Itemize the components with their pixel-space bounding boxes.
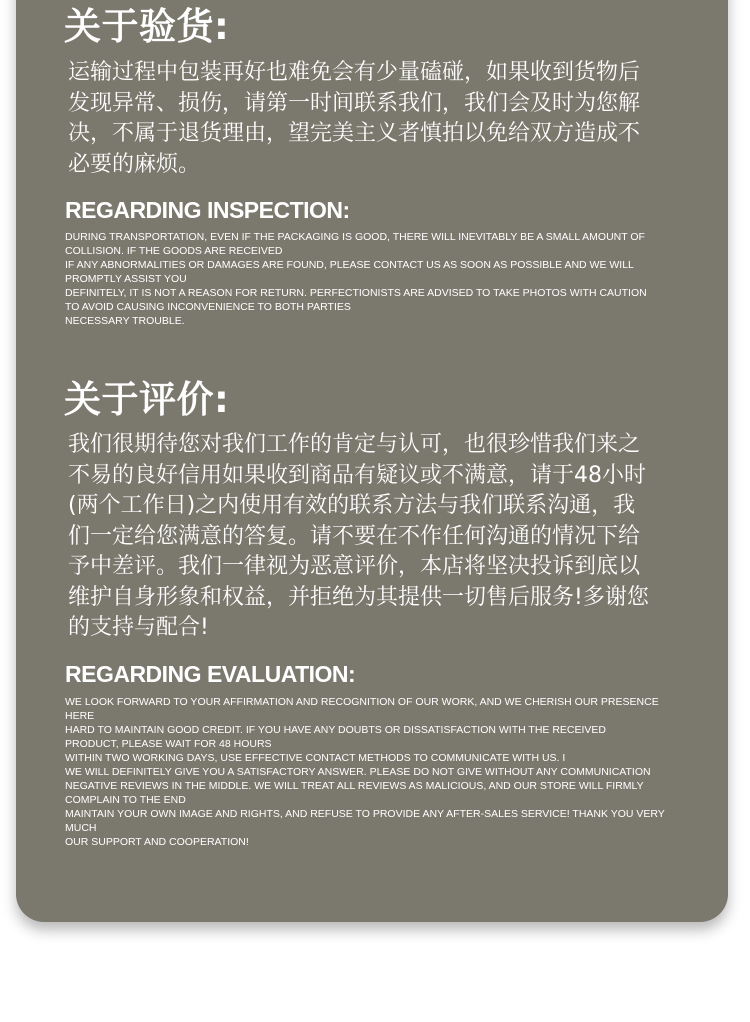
evaluation-body-cn-line: 的支持与配合! (68, 615, 209, 640)
inspection-body-en-line: PROMPTLY ASSIST YOU (65, 273, 187, 285)
evaluation-body-cn-line: 维护自身形象和权益，并拒绝为其提供一切售后服务!多谢您 (68, 584, 649, 610)
evaluation-body-en-line: WE WILL DEFINITELY GIVE YOU A SATISFACTORY ANSWER. PLEASE DO NOT GIVE WITHOUT ANY COMMUNICATION (65, 766, 651, 778)
evaluation-body-en-line: MUCH (65, 822, 97, 834)
inspection-body-cn-line: 发现异常、损伤，请第一时间联系我们，我们会及时为您解 (68, 90, 641, 116)
inspection-body-en-line: COLLISION. IF THE GOODS ARE RECEIVED (65, 245, 283, 257)
inspection-body-en-line: TO AVOID CAUSING INCONVENIENCE TO BOTH PARTIES (65, 301, 351, 313)
evaluation-body-en-line: HARD TO MAINTAIN GOOD CREDIT. IF YOU HAVE ANY DOUBTS OR DISSATISFACTION WITH THE RECEIVED (65, 724, 607, 736)
inspection-body-en-line: IF ANY ABNORMALITIES OR DAMAGES ARE FOUND, PLEASE CONTACT US AS SOON AS POSSIBLE AND WE WILL (65, 259, 634, 271)
inspection-body-en-line: DEFINITELY, IT IS NOT A REASON FOR RETURN. PERFECTIONISTS ARE ADVISED TO TAKE PHOTOS WITH CAUTION (65, 287, 647, 299)
evaluation-body-cn-line: 不易的良好信用如果收到商品有疑议或不满意，请于48小时 (68, 462, 646, 488)
evaluation-body-cn-line: 予中差评。我们一律视为恶意评价，本店将坚决投诉到底以 (68, 554, 641, 579)
inspection-body-cn-line: 必要的麻烦。 (68, 151, 201, 177)
evaluation-title-cn: 关于评价: (64, 378, 230, 421)
inspection-body-cn-line: 运输过程中包装再好也难免会有少量磕碰，如果收到货物后 (68, 60, 641, 85)
evaluation-body-en-line: WITHIN TWO WORKING DAYS, USE EFFECTIVE CONTACT METHODS TO COMMUNICATE WITH US. I (65, 752, 566, 764)
info-card (16, 0, 728, 922)
evaluation-body-cn (68, 430, 649, 644)
inspection-title-cn: 关于验货: (64, 5, 230, 48)
inspection-body-en-line: NECESSARY TROUBLE. (65, 315, 185, 327)
evaluation-body-en-line: MAINTAIN YOUR OWN IMAGE AND RIGHTS, AND REFUSE TO PROVIDE ANY AFTER-SALES SERVICE! THANK YOU VERY (65, 808, 665, 820)
evaluation-body-en-line: NEGATIVE REVIEWS IN THE MIDDLE. WE WILL TREAT ALL REVIEWS AS MALICIOUS, AND OUR STORE WILL FIRMLY (65, 780, 644, 792)
inspection-body-cn (68, 58, 640, 180)
evaluation-body-cn-line: 我们很期待您对我们工作的肯定与认可，也很珍惜我们来之 (68, 432, 641, 457)
evaluation-body-cn-line: (两个工作日)之内使用有效的联系方法与我们联系沟通，我 (68, 493, 636, 518)
evaluation-body-en-line: HERE (65, 710, 95, 722)
evaluation-body-en-line: PRODUCT, PLEASE WAIT FOR 48 HOURS (65, 738, 272, 750)
evaluation-body-en-line: COMPLAIN TO THE END (65, 794, 186, 806)
evaluation-body-en-line: OUR SUPPORT AND COOPERATION! (65, 836, 249, 848)
evaluation-body-en (65, 695, 713, 849)
evaluation-title-en: REGARDING EVALUATION: (65, 661, 356, 687)
inspection-body-cn-line: 决，不属于退货理由，望完美主义者慎拍以免给双方造成不 (68, 121, 641, 146)
inspection-title-en: REGARDING INSPECTION: (65, 197, 350, 223)
inspection-body-en (65, 230, 713, 328)
evaluation-body-cn-line: 们一定给您满意的答复。请不要在不作任何沟通的情况下给 (68, 523, 641, 549)
inspection-body-en-line: DURING TRANSPORTATION, EVEN IF THE PACKAGING IS GOOD, THERE WILL INEVITABLY BE A SMALL AMOUNT OF (65, 231, 645, 243)
evaluation-body-en-line: WE LOOK FORWARD TO YOUR AFFIRMATION AND RECOGNITION OF OUR WORK, AND WE CHERISH OUR PRESENCE (65, 696, 659, 708)
